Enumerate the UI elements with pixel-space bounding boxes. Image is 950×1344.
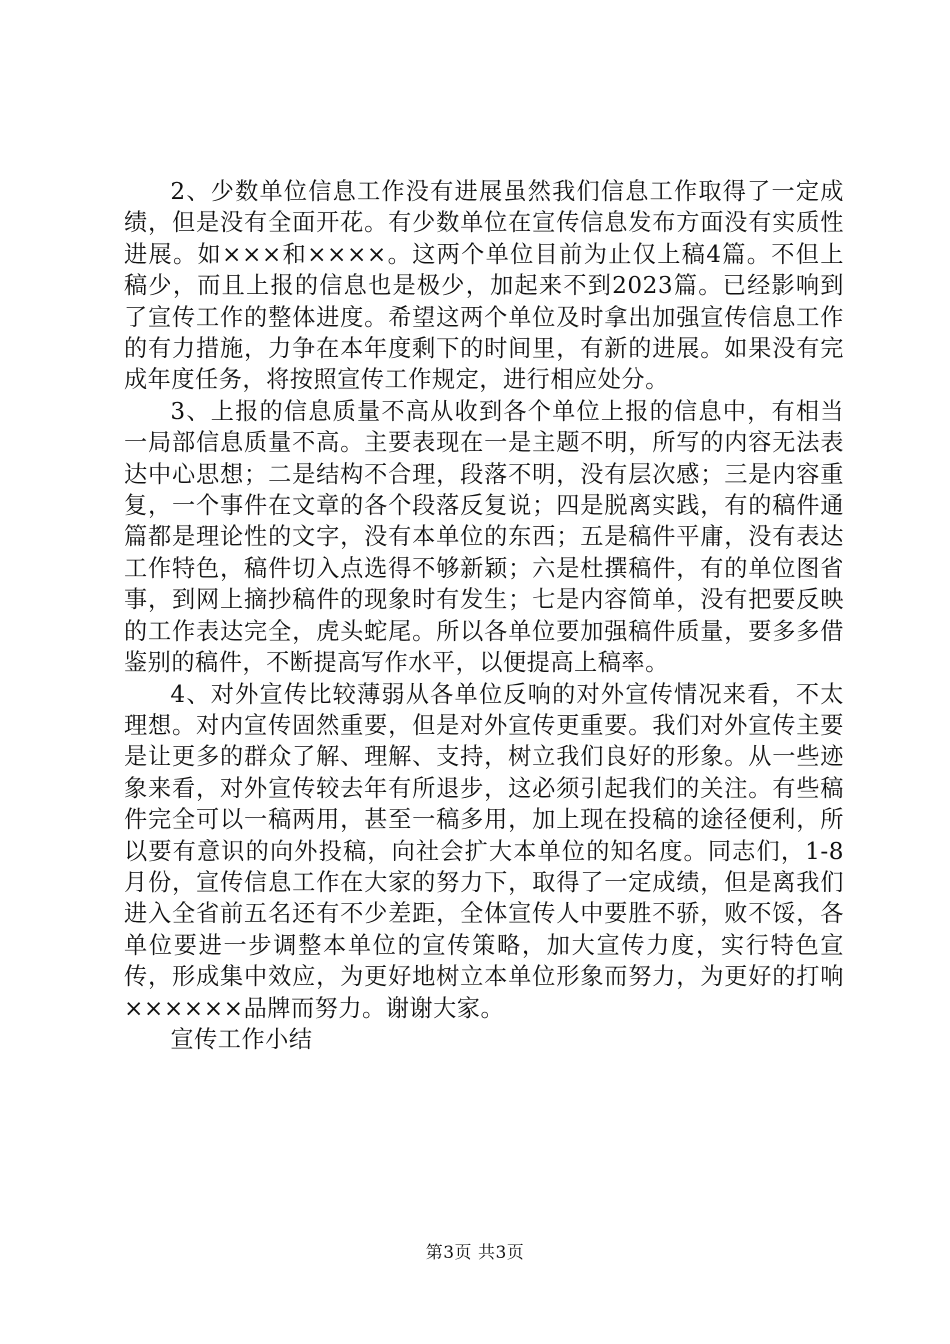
page-footer: 第3页 共3页 (425, 1243, 525, 1263)
paragraph-2: 2、少数单位信息工作没有进展虽然我们信息工作取得了一定成绩，但是没有全面开花。有少数单位在宣传信息发布方面没有实质性进展。如×××和××××。这两个单位目前为止仅上稿4篇。不但上稿少，而且上报的信息也是极少，加起来不到2023篇。已经影响到了宣传工作的整体进度。希望这两个单位及时拿出加强宣传信息工作的有力措施，力争在本年度剩下的时间里，有新的进展。如果没有完成年度任务，将按照宣传工作规定，进行相应处分。 (124, 178, 844, 394)
closing-title: 宣传工作小结 (170, 1025, 313, 1053)
paragraph-4: 4、对外宣传比较薄弱从各单位反响的对外宣传情况来看，不太理想。对内宣传固然重要，但是对外宣传更重要。我们对外宣传主要是让更多的群众了解、理解、支持，树立我们良好的形象。从一些迹象来看，对外宣传较去年有所退步，这必须引起我们的关注。有些稿件完全可以一稿两用，甚至一稿多用，加上现在投稿的途径便利，所以要有意识的向外投稿，向社会扩大本单位的知名度。同志们，1-8月份，宣传信息工作在大家的努力下，取得了一定成绩，但是离我们进入全省前五名还有不少差距，全体宣传人中要胜不骄，败不馁，各单位要进一步调整本单位的宣传策略，加大宣传力度，实行特色宣传，形成集中效应，为更好地树立本单位形象而努力，为更好的打响××××××品牌而努力。谢谢大家。 (124, 680, 844, 1022)
paragraph-3: 3、上报的信息质量不高从收到各个单位上报的信息中，有相当一局部信息质量不高。主要表现在一是主题不明，所写的内容无法表达中心思想；二是结构不合理，段落不明，没有层次感；三是内容重复，一个事件在文章的各个段落反复说；四是脱离实践，有的稿件通篇都是理论性的文字，没有本单位的东西；五是稿件平庸，没有表达工作特色，稿件切入点选得不够新颖；六是杜撰稿件，有的单位图省事，到网上摘抄稿件的现象时有发生；七是内容简单，没有把要反映的工作表达完全，虎头蛇尾。所以各单位要加强稿件质量，要多多借鉴别的稿件，不断提高写作水平，以便提高上稿率。 (124, 397, 844, 677)
document-body (124, 176, 844, 1055)
